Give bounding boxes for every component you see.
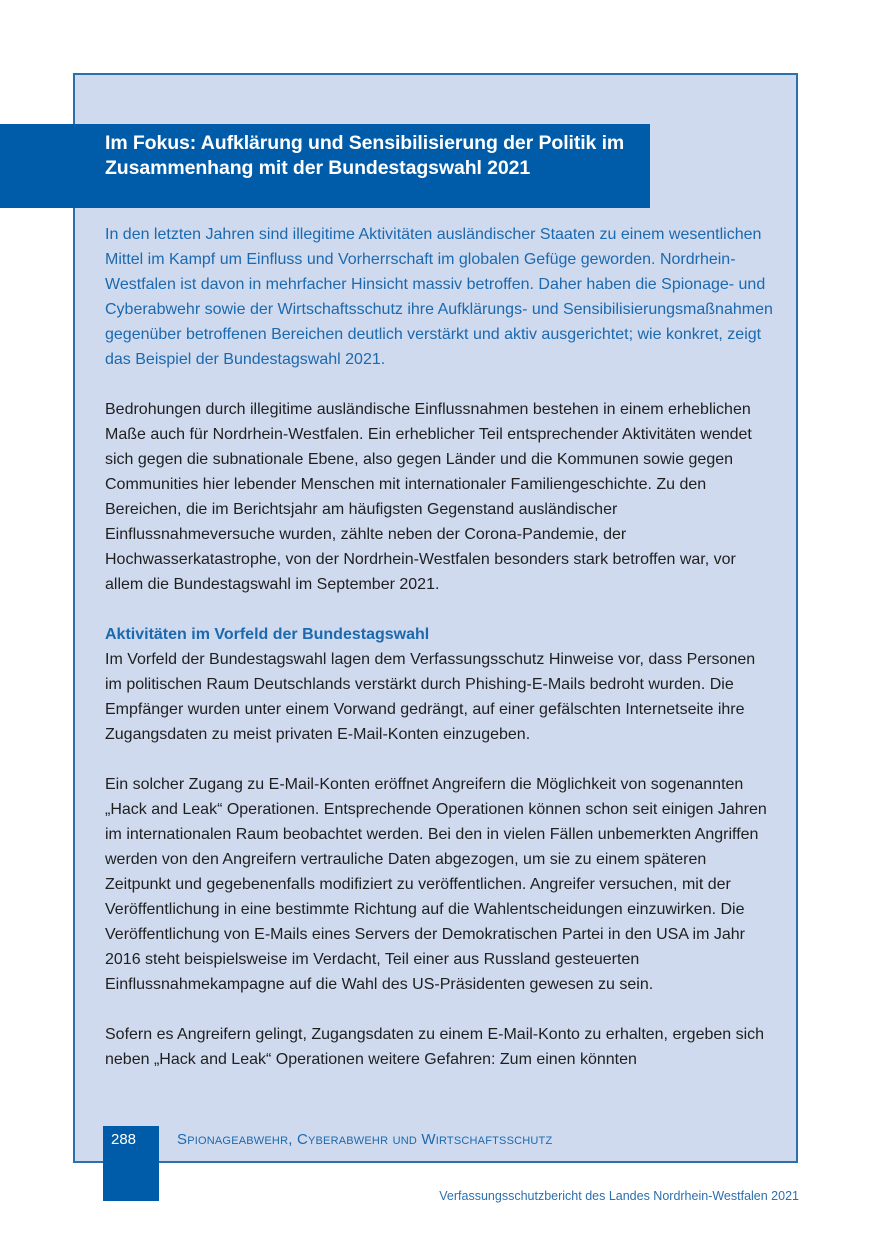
page-number: 288	[111, 1131, 137, 1148]
box-content	[105, 222, 773, 1097]
body-paragraph-2: Im Vorfeld der Bundestagswahl lagen dem Verfassungsschutz Hinweise vor, dass Personen im politischen Raum Deutschlands verstärkt durch Phishing-E-Mails bedroht wurden. Die Empfänger wurden unter einem Vorwand gedrängt, auf einer gefälschten Internetseite ihre Zugangsdaten zu meist privaten E-Mail-Konten einzugeben.	[105, 651, 756, 743]
section-title: Spionageabwehr, Cyberabwehr und Wirtschaftsschutz	[177, 1131, 553, 1148]
body-paragraph-4: Sofern es Angreifern gelingt, Zugangsdaten zu einem E-Mail-Konto zu erhalten, ergeben sich neben „Hack and Leak“ Operationen weitere Gefahren: Zum einen könnten	[105, 1026, 765, 1068]
box-heading: Im Fokus: Aufklärung und Sensibilisierung der Politik im Zusammenhang mit der Bundestagswahl 2021	[105, 132, 625, 179]
body-paragraph-3: Ein solcher Zugang zu E-Mail-Konten eröffnet Angreifern die Möglichkeit von sogenannten „Hack and Leak“ Operationen. Entsprechende Operationen können schon seit einigen Jahren im internationalen Raum beobachtet werden. Bei den in vielen Fällen unbemerkten Angriffen werden von den Angreifern vertrauliche Daten abgezogen, um sie zu einem späteren Zeitpunkt und gegebenenfalls modifiziert zu veröffentlichen. Angreifer versuchen, mit der Veröffentlichung in eine bestimmte Richtung auf die Wahlentscheidungen einzuwirken. Die Veröffentlichung von E-Mails eines Servers der Demokratischen Partei in den USA im Jahr 2016 steht beispielsweise im Verdacht, Teil einer aus Russland gesteuerten Einflussnahmekampagne auf die Wahl des US-Präsidenten gewesen zu sein.	[105, 776, 767, 993]
lead-paragraph: In den letzten Jahren sind illegitime Aktivitäten ausländischer Staaten zu einem wesentlichen Mittel im Kampf um Einfluss und Vorherrschaft im globalen Gefüge geworden. Nordrhein-Westfalen ist davon in mehrfacher Hinsicht massiv betroffen. Daher haben die Spionage- und Cyberabwehr sowie der Wirtschaftsschutz ihre Aufklärungs- und Sensibilisierungsmaßnahmen gegenüber betroffenen Bereichen deutlich verstärkt und aktiv ausgerichtet; wie konkret, zeigt das Beispiel der Bundestagswahl 2021.	[105, 226, 773, 368]
subheading: Aktivitäten im Vorfeld der Bundestagswahl	[105, 626, 430, 643]
body-paragraph-1: Bedrohungen durch illegitime ausländische Einflussnahmen bestehen in einem erheblichen Maße auch für Nordrhein-Westfalen. Ein erheblicher Teil entsprechender Aktivitäten wendet sich gegen die subnationale Ebene, also gegen Länder und die Kommunen sowie gegen Communities hier lebender Menschen mit internationaler Familiengeschichte. Zu den Bereichen, die im Berichtsjahr am häufigsten Gegenstand ausländischer Einflussnahmeversuche wurden, zählte neben der Corona-Pandemie, der Hochwasserkatastrophe, von der Nordrhein-Westfalen besonders stark betroffen war, vor allem die Bundestagswahl im September 2021.	[105, 401, 752, 593]
publication-footer: Verfassungsschutzbericht des Landes Nordrhein-Westfalen 2021	[439, 1189, 799, 1203]
